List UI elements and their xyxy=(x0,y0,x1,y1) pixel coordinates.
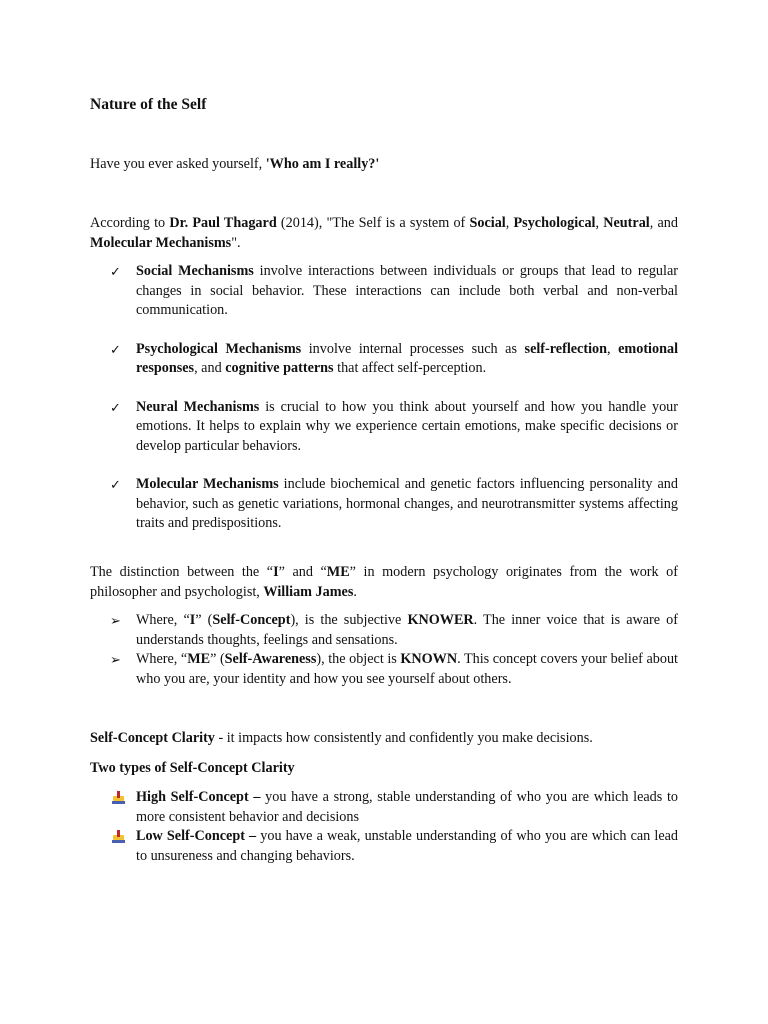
check-icon: ✓ xyxy=(110,399,121,415)
check-icon: ✓ xyxy=(110,341,121,357)
pointing-hand-icon xyxy=(111,790,126,805)
page-title: Nature of the Self xyxy=(90,96,207,113)
list-item: ➢ Where, “I” (Self-Concept), is the subjective KNOWER. The inner voice that is aware of understands thoughts, feelings and sensations. xyxy=(110,612,678,648)
list-item: ✓ Social Mechanisms involve interactions between individuals or groups that lead to regular changes in social behavior. These interactions can include both verbal and non-verbal communication. xyxy=(110,263,678,318)
clarity-paragraph: Self-Concept Clarity - it impacts how consistently and confidently you make decisions. xyxy=(90,730,593,746)
list-item: ✓ Molecular Mechanisms include biochemical and genetic factors influencing personality and behavior, such as genetic variations, hormonal changes, and neurotransmitter systems affecting traits and predispositions. xyxy=(110,476,678,531)
check-icon: ✓ xyxy=(110,477,121,492)
check-icon: ✓ xyxy=(110,264,121,279)
opening-question: Have you ever asked yourself, 'Who am I really?' xyxy=(90,156,380,172)
types-list xyxy=(90,788,678,866)
i-me-list xyxy=(90,611,678,689)
mechanisms-list xyxy=(90,262,678,534)
list-item: Low Self-Concept – you have a weak, unstable understanding of who you are which can lead to unsureness and changing behaviors. xyxy=(90,827,678,866)
pointing-hand-icon xyxy=(111,829,126,844)
distinction-paragraph: The distinction between the “I” and “ME” in modern psychology originates from the work of philosopher and psychologist, William James. xyxy=(90,564,678,600)
list-item: ✓ Neural Mechanisms is crucial to how you think about yourself and how you handle your emotions. It helps to explain why we experience certain emotions, make specific decisions or develop particular behaviors. xyxy=(110,398,678,454)
list-item: ➢ Where, “ME” (Self-Awareness), the object is KNOWN. This concept covers your belief about who you are, your identity and how you see yourself about others. xyxy=(110,651,678,687)
intro-paragraph: According to Dr. Paul Thagard (2014), "The Self is a system of Social, Psychological, Neutral, and Molecular Mechanisms". xyxy=(90,215,678,251)
arrow-bullet-icon: ➢ xyxy=(110,652,121,667)
list-item: ✓ Psychological Mechanisms involve internal processes such as self-reflection, emotional responses, and cognitive patterns that affect self-perception. xyxy=(110,340,679,376)
types-heading: Two types of Self-Concept Clarity xyxy=(90,760,295,776)
arrow-bullet-icon: ➢ xyxy=(110,613,121,628)
list-item: High Self-Concept – you have a strong, stable understanding of who you are which leads to more consistent behavior and decisions xyxy=(90,788,678,827)
